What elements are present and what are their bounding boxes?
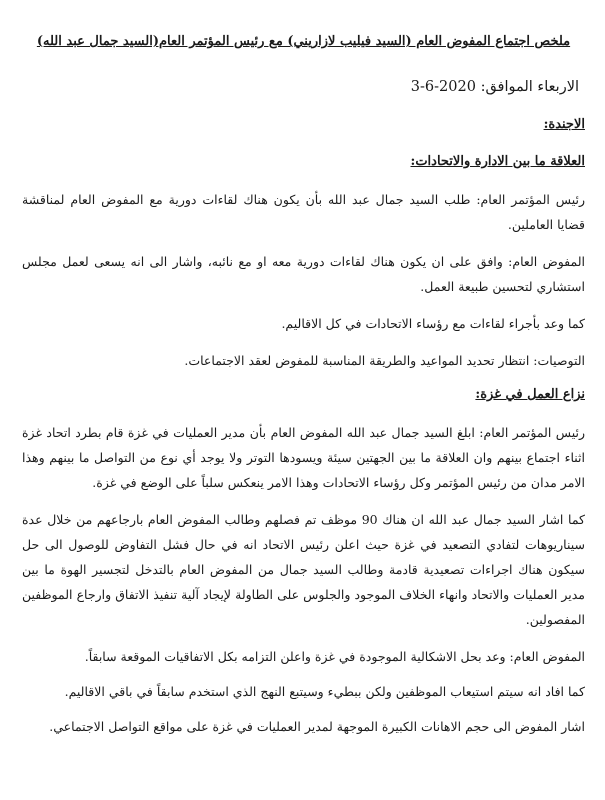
document-title: ملخص اجتماع المفوض العام (السيد فيليب لازاريني) مع رئيس المؤتمر العام(السيد جمال عبد الله)	[36, 34, 571, 49]
paragraph: كما وعد بأجراء لقاءات مع رؤساء الاتحادات في كل الاقاليم.	[281, 316, 585, 331]
section-heading-relations: العلاقة ما بين الادارة والاتحادات:	[410, 154, 585, 169]
paragraph: رئيس المؤتمر العام: ابلغ السيد جمال عبد الله المفوض العام بأن مدير العمليات في غزة قام بطرد اتحاد غزة اثناء اجتماع بينهم وان العلاقة ما بين الجهتين سيئة ويسودها التوتر ولا يوجد أي نوع من التواصل ما بينهم وهذا الامر مدان من رئيس المؤتمر وكل رؤساء الاتحادات وهذا الامر ينعكس سلباً على الوضع في غزة.	[22, 425, 585, 490]
meeting-date	[22, 79, 585, 95]
paragraph: كما اشار السيد جمال عبد الله ان هناك 90 موظف تم فصلهم وطالب المفوض العام بارجاعهم من خلال عدة سيناريوهات لتفادي التصعيد في غزة حيث اعلن رئيس الاتحاد انه في حال فشل التفاوض للوصول الى حل سيكون هناك اجراءات تصعيدية قادمة وطالب السيد جمال من المفوض العام بالتدخل لتجسير الهوة ما بين مدير العمليات والاتحاد وانهاء الخلاف الموجود والجلوس على الطاولة لإيجاد آلية تنفيذ الاتفاق وارجاع الموظفين المفصولين.	[22, 512, 585, 627]
paragraph: المفوض العام: وافق على ان يكون هناك لقاءات دورية معه او مع نائبه، واشار الى انه يسعى لعمل مجلس استشاري لتحسين طبيعة العمل.	[22, 254, 585, 294]
date-label: الاربعاء الموافق:	[480, 79, 579, 95]
agenda-heading: الاجندة:	[543, 117, 585, 132]
section-heading-gaza-dispute: نزاع العمل في غزة:	[475, 387, 585, 402]
paragraph: رئيس المؤتمر العام: طلب السيد جمال عبد الله بأن يكون هناك لقاءات دورية مع المفوض العام لمناقشة قضايا العاملين.	[22, 192, 585, 232]
paragraph: اشار المفوض الى حجم الاهانات الكبيرة الموجهة لمدير العمليات في غزة على مواقع التواصل الاجتماعي.	[49, 719, 585, 734]
paragraph: التوصيات: انتظار تحديد المواعيد والطريقة المناسبة للمفوض لعقد الاجتماعات.	[184, 353, 585, 368]
date-value: 3-6-2020	[410, 79, 476, 95]
paragraph: المفوض العام: وعد بحل الاشكالية الموجودة في غزة واعلن التزامه بكل الاتفاقيات الموقعة سابقاً.	[84, 649, 585, 664]
paragraph: كما افاد انه سيتم استيعاب الموظفين ولكن ببطيء وسيتبع النهج الذي استخدم سابقاً في باقي الاقاليم.	[64, 684, 585, 699]
